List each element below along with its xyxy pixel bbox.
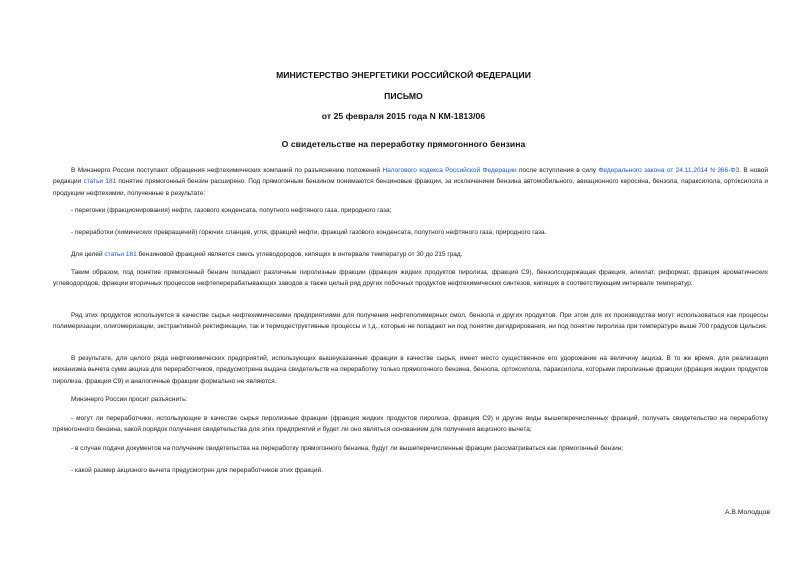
ministry-heading: МИНИСТЕРСТВО ЭНЕРГЕТИКИ РОССИЙСКОЙ ФЕДЕРАЦИИ — [276, 70, 531, 80]
link-tax-code[interactable]: Налогового кодекса Российской Федерации — [382, 167, 517, 174]
link-article-181[interactable]: статьи 181 — [83, 178, 117, 186]
question-item-certificate: - могут ли переработчики, использующие в качестве сырья пиролизные фракции (фракция жидких продуктов пиролиза, фракция С9) и другие виды вышеперечисленных фракций, получать свидетельство на переработку прямогонного бензина, какой порядок получения свидетельства для этих предприятий и будет ли оно являться основанием для получения акцизного вычета; — [53, 415, 768, 434]
paragraph-intro — [53, 165, 768, 199]
document-date-number: от 25 февраля 2015 года N КМ-1813/06 — [321, 111, 486, 121]
paragraph-straight-run-definition: Таким образом, под понятие прямогонный бензин попадают различные пиролизные фракции (фракция жидких продуктов пиролиза, фракция С9), бензолсодержащая фракция, алкилат, риформат, фракция ароматических углеводородов, фракции вторичных процессов нефтеперерабатывающих заводов а также целый ряд других побочных продуктов нефтехимических синтезов, кипящих в соответствующем интервале температур. — [53, 269, 768, 288]
paragraph-request: Минэнерго России просит разъяснить: — [71, 396, 188, 403]
link-article-181-second[interactable]: статьи 181 — [104, 251, 137, 258]
paragraph-gasoline-fraction — [71, 249, 771, 260]
paragraph-intro-text-2: после вступления в силу — [516, 167, 599, 174]
paragraph-intro-text-3: . В новой редакции — [53, 167, 769, 186]
list-item-processing: - переработки (химических превращений) горючих сланцев, угля, фракций нефти, фракций газового конденсата, попутного нефтяного газа, природного газа. — [71, 229, 547, 236]
list-item-distillation: - перегонки (фракционирования) нефти, газового конденсата, попутного нефтяного газа, природного газа; — [71, 207, 392, 214]
paragraph-intro-text-1: В Минэнерго России поступают обращения нефтехимических компаний по разъяснению положений — [71, 167, 383, 174]
signature: А.В.Молодцов — [724, 509, 770, 516]
document-subject: О свидетельстве на переработку прямогонного бензина — [281, 139, 526, 149]
paragraph-gasoline-fraction-text-2: бензиновой фракцией является смесь углеводородов, кипящих в интервале температур от 30 до 215 град. — [136, 251, 463, 258]
paragraph-excise-result: В результате, для целого ряда нефтехимических предприятий, использующих вышеуказанные фракции в качестве сырья, имеет место существенное его удорожание на величину акциза. В то же время, для реализации механизма вычета сумм акциза для переработчиков, предусмотрена выдача свидетельств на переработку только прямогонного бензина, бензола, ортоксилола, параксилола, которыми пиролизные фракции (фракция жидких продуктов пиролиза, фракция С9) и аналогичные фракции формально не являются. — [53, 355, 768, 385]
paragraph-intro-text-4: понятие прямогонный бензин расширено. Под прямогонным бензином понимаются бензиновые фракции, за исключением бензина автомобильного, авиационного керосина, бензола, параксилола, ортоксилола и продукции нефтехимии, полученные в результате: — [53, 178, 768, 197]
document-type-heading: ПИСЬМО — [384, 91, 423, 101]
question-item-deduction: - какой размер акцизного вычета предусмотрен для переработчиков этих фракций. — [71, 467, 323, 474]
paragraph-gasoline-fraction-text-1: Для целей — [71, 251, 105, 258]
link-federal-law-366[interactable]: Федерального закона от 24.11.2014 N 366-ФЗ — [598, 167, 740, 174]
paragraph-raw-materials: Ряд этих продуктов используется в качестве сырья нефтехимическими предприятиями для получения нефтеполимерных смол, бензола и других продуктов. При этом для их производства могут использоваться как процессы полимеризации, олигомеризации, экстрактивной ректификации, так и термодеструктивные процессы и т.д., которые не попадают ни под понятие дегидрирования, ни под понятие пиролиза при температуре выше 700 градусов Цельсия. — [53, 312, 768, 331]
question-item-documents: - в случае подачи документов на получение свидетельства на переработку прямогонного бензина, будут ли вышеперечисленные фракции рассматриваться как прямогонный бензин; — [71, 445, 624, 452]
